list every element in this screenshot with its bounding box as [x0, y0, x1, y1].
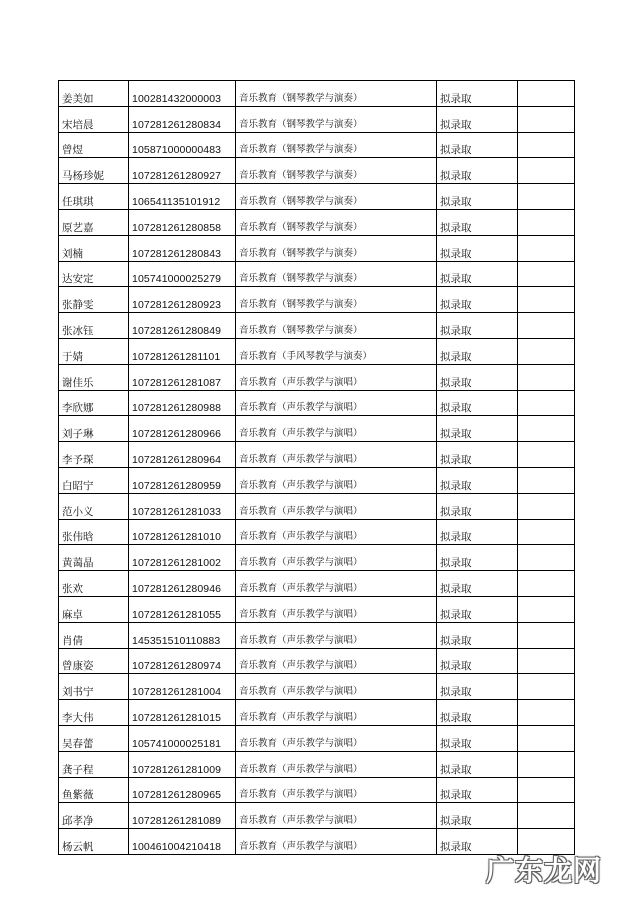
student-name-cell: 杨云帆 — [59, 829, 129, 855]
major-cell: 音乐教育（钢琴教学与演奏） — [236, 184, 437, 210]
table-row — [59, 777, 575, 803]
candidate-number-cell: 145351510110883 — [129, 622, 236, 648]
remark-cell — [518, 571, 575, 597]
remark-cell — [518, 261, 575, 287]
remark-cell — [518, 235, 575, 261]
student-name-cell: 张冰钰 — [59, 313, 129, 339]
candidate-number-cell: 107281261281087 — [129, 364, 236, 390]
admission-status-cell: 拟录取 — [437, 132, 518, 158]
admission-status-cell: 拟录取 — [437, 416, 518, 442]
student-name-cell: 张静雯 — [59, 287, 129, 313]
table-row — [59, 158, 575, 184]
student-name-cell: 李予琛 — [59, 442, 129, 468]
table-row — [59, 184, 575, 210]
admission-status-cell: 拟录取 — [437, 338, 518, 364]
admission-status-cell: 拟录取 — [437, 829, 518, 855]
student-name-cell: 刘楠 — [59, 235, 129, 261]
table-row — [59, 467, 575, 493]
major-cell: 音乐教育（钢琴教学与演奏） — [236, 106, 437, 132]
table-row — [59, 751, 575, 777]
admission-status-cell: 拟录取 — [437, 390, 518, 416]
student-name-cell: 麻卓 — [59, 596, 129, 622]
admission-status-cell: 拟录取 — [437, 596, 518, 622]
table-row — [59, 338, 575, 364]
remark-cell — [518, 803, 575, 829]
admission-status-cell: 拟录取 — [437, 81, 518, 107]
student-name-cell: 李欣娜 — [59, 390, 129, 416]
admission-status-cell: 拟录取 — [437, 209, 518, 235]
candidate-number-cell: 100461004210418 — [129, 829, 236, 855]
admission-status-cell: 拟录取 — [437, 158, 518, 184]
major-cell: 音乐教育（钢琴教学与演奏） — [236, 261, 437, 287]
table-row — [59, 725, 575, 751]
student-name-cell: 肖倩 — [59, 622, 129, 648]
table-row — [59, 235, 575, 261]
admission-status-cell: 拟录取 — [437, 106, 518, 132]
student-name-cell: 谢佳乐 — [59, 364, 129, 390]
major-cell: 音乐教育（声乐教学与演唱） — [236, 596, 437, 622]
candidate-number-cell: 100281432000003 — [129, 81, 236, 107]
remark-cell — [518, 287, 575, 313]
major-cell: 音乐教育（声乐教学与演唱） — [236, 648, 437, 674]
major-cell: 音乐教育（声乐教学与演唱） — [236, 571, 437, 597]
candidate-number-cell: 105871000000483 — [129, 132, 236, 158]
admission-status-cell: 拟录取 — [437, 184, 518, 210]
student-name-cell: 曾煜 — [59, 132, 129, 158]
table-row — [59, 287, 575, 313]
table-row — [59, 313, 575, 339]
major-cell: 音乐教育（钢琴教学与演奏） — [236, 132, 437, 158]
table-row — [59, 622, 575, 648]
remark-cell — [518, 519, 575, 545]
remark-cell — [518, 132, 575, 158]
student-name-cell: 范小义 — [59, 493, 129, 519]
candidate-number-cell: 107281261281004 — [129, 674, 236, 700]
student-name-cell: 曾康姿 — [59, 648, 129, 674]
admission-status-cell: 拟录取 — [437, 700, 518, 726]
table-row — [59, 390, 575, 416]
admission-status-cell: 拟录取 — [437, 493, 518, 519]
student-name-cell: 刘书宁 — [59, 674, 129, 700]
table-row — [59, 209, 575, 235]
candidate-number-cell: 107281261280946 — [129, 571, 236, 597]
major-cell: 音乐教育（声乐教学与演唱） — [236, 725, 437, 751]
admission-status-cell: 拟录取 — [437, 571, 518, 597]
candidate-number-cell: 107281261281101 — [129, 338, 236, 364]
major-cell: 音乐教育（钢琴教学与演奏） — [236, 81, 437, 107]
remark-cell — [518, 674, 575, 700]
table-row — [59, 674, 575, 700]
watermark-logo: 广东龙网 — [485, 854, 602, 887]
admission-status-cell: 拟录取 — [437, 777, 518, 803]
table-row — [59, 545, 575, 571]
candidate-number-cell: 107281261280849 — [129, 313, 236, 339]
table-row — [59, 132, 575, 158]
remark-cell — [518, 81, 575, 107]
candidate-number-cell: 107281261280974 — [129, 648, 236, 674]
student-name-cell: 李大伟 — [59, 700, 129, 726]
remark-cell — [518, 313, 575, 339]
student-name-cell: 马杨珍妮 — [59, 158, 129, 184]
candidate-number-cell: 107281261281033 — [129, 493, 236, 519]
candidate-number-cell: 105741000025181 — [129, 725, 236, 751]
candidate-number-cell: 107281261280965 — [129, 777, 236, 803]
student-name-cell: 刘子琳 — [59, 416, 129, 442]
remark-cell — [518, 364, 575, 390]
admission-status-cell: 拟录取 — [437, 648, 518, 674]
candidate-number-cell: 107281261281089 — [129, 803, 236, 829]
student-name-cell: 邱孝净 — [59, 803, 129, 829]
remark-cell — [518, 158, 575, 184]
table-body — [59, 81, 575, 855]
admission-status-cell: 拟录取 — [437, 313, 518, 339]
major-cell: 音乐教育（钢琴教学与演奏） — [236, 209, 437, 235]
remark-cell — [518, 442, 575, 468]
admission-list-table — [58, 80, 575, 855]
remark-cell — [518, 777, 575, 803]
major-cell: 音乐教育（声乐教学与演唱） — [236, 442, 437, 468]
table-row — [59, 519, 575, 545]
admission-status-cell: 拟录取 — [437, 467, 518, 493]
table-row — [59, 442, 575, 468]
candidate-number-cell: 106541135101912 — [129, 184, 236, 210]
major-cell: 音乐教育（声乐教学与演唱） — [236, 545, 437, 571]
remark-cell — [518, 493, 575, 519]
table-row — [59, 261, 575, 287]
table-row — [59, 493, 575, 519]
major-cell: 音乐教育（钢琴教学与演奏） — [236, 235, 437, 261]
admission-status-cell: 拟录取 — [437, 803, 518, 829]
candidate-number-cell: 107281261281010 — [129, 519, 236, 545]
student-name-cell: 吴春蕾 — [59, 725, 129, 751]
candidate-number-cell: 107281261280834 — [129, 106, 236, 132]
table-row — [59, 416, 575, 442]
admission-status-cell: 拟录取 — [437, 725, 518, 751]
table-row — [59, 648, 575, 674]
student-name-cell: 龚子程 — [59, 751, 129, 777]
major-cell: 音乐教育（声乐教学与演唱） — [236, 416, 437, 442]
remark-cell — [518, 338, 575, 364]
major-cell: 音乐教育（声乐教学与演唱） — [236, 493, 437, 519]
major-cell: 音乐教育（声乐教学与演唱） — [236, 829, 437, 855]
remark-cell — [518, 596, 575, 622]
table-row — [59, 106, 575, 132]
admission-status-cell: 拟录取 — [437, 261, 518, 287]
remark-cell — [518, 184, 575, 210]
major-cell: 音乐教育（声乐教学与演唱） — [236, 700, 437, 726]
student-name-cell: 张伟晗 — [59, 519, 129, 545]
student-name-cell: 达安定 — [59, 261, 129, 287]
candidate-number-cell: 107281261280923 — [129, 287, 236, 313]
major-cell: 音乐教育（声乐教学与演唱） — [236, 364, 437, 390]
remark-cell — [518, 725, 575, 751]
table-row — [59, 364, 575, 390]
candidate-number-cell: 107281261280927 — [129, 158, 236, 184]
remark-cell — [518, 648, 575, 674]
student-name-cell: 张欢 — [59, 571, 129, 597]
remark-cell — [518, 545, 575, 571]
major-cell: 音乐教育（手风琴教学与演奏） — [236, 338, 437, 364]
table-row — [59, 81, 575, 107]
major-cell: 音乐教育（钢琴教学与演奏） — [236, 313, 437, 339]
candidate-number-cell: 107281261281009 — [129, 751, 236, 777]
remark-cell — [518, 622, 575, 648]
major-cell: 音乐教育（声乐教学与演唱） — [236, 803, 437, 829]
remark-cell — [518, 751, 575, 777]
student-name-cell: 原艺嘉 — [59, 209, 129, 235]
table-row — [59, 596, 575, 622]
remark-cell — [518, 106, 575, 132]
admission-status-cell: 拟录取 — [437, 751, 518, 777]
student-name-cell: 任琪琪 — [59, 184, 129, 210]
candidate-number-cell: 105741000025279 — [129, 261, 236, 287]
major-cell: 音乐教育（声乐教学与演唱） — [236, 622, 437, 648]
table-row — [59, 700, 575, 726]
student-name-cell: 鱼紫薇 — [59, 777, 129, 803]
student-name-cell: 宋培晨 — [59, 106, 129, 132]
admission-status-cell: 拟录取 — [437, 519, 518, 545]
major-cell: 音乐教育（钢琴教学与演奏） — [236, 158, 437, 184]
remark-cell — [518, 700, 575, 726]
student-name-cell: 黄蔼晶 — [59, 545, 129, 571]
remark-cell — [518, 467, 575, 493]
candidate-number-cell: 107281261280843 — [129, 235, 236, 261]
candidate-number-cell: 107281261280959 — [129, 467, 236, 493]
candidate-number-cell: 107281261280964 — [129, 442, 236, 468]
major-cell: 音乐教育（声乐教学与演唱） — [236, 390, 437, 416]
major-cell: 音乐教育（声乐教学与演唱） — [236, 519, 437, 545]
student-name-cell: 白昭宁 — [59, 467, 129, 493]
admission-status-cell: 拟录取 — [437, 674, 518, 700]
admission-status-cell: 拟录取 — [437, 364, 518, 390]
remark-cell — [518, 209, 575, 235]
major-cell: 音乐教育（声乐教学与演唱） — [236, 467, 437, 493]
remark-cell — [518, 416, 575, 442]
admission-status-cell: 拟录取 — [437, 622, 518, 648]
table-row — [59, 571, 575, 597]
admission-status-cell: 拟录取 — [437, 235, 518, 261]
candidate-number-cell: 107281261281002 — [129, 545, 236, 571]
candidate-number-cell: 107281261281055 — [129, 596, 236, 622]
table-row — [59, 803, 575, 829]
admission-status-cell: 拟录取 — [437, 287, 518, 313]
major-cell: 音乐教育（钢琴教学与演奏） — [236, 287, 437, 313]
candidate-number-cell: 107281261280966 — [129, 416, 236, 442]
major-cell: 音乐教育（声乐教学与演唱） — [236, 751, 437, 777]
major-cell: 音乐教育（声乐教学与演唱） — [236, 674, 437, 700]
remark-cell — [518, 390, 575, 416]
candidate-number-cell: 107281261281015 — [129, 700, 236, 726]
candidate-number-cell: 107281261280988 — [129, 390, 236, 416]
candidate-number-cell: 107281261280858 — [129, 209, 236, 235]
student-name-cell: 于婧 — [59, 338, 129, 364]
admission-status-cell: 拟录取 — [437, 442, 518, 468]
admission-status-cell: 拟录取 — [437, 545, 518, 571]
major-cell: 音乐教育（声乐教学与演唱） — [236, 777, 437, 803]
student-name-cell: 姜美如 — [59, 81, 129, 107]
